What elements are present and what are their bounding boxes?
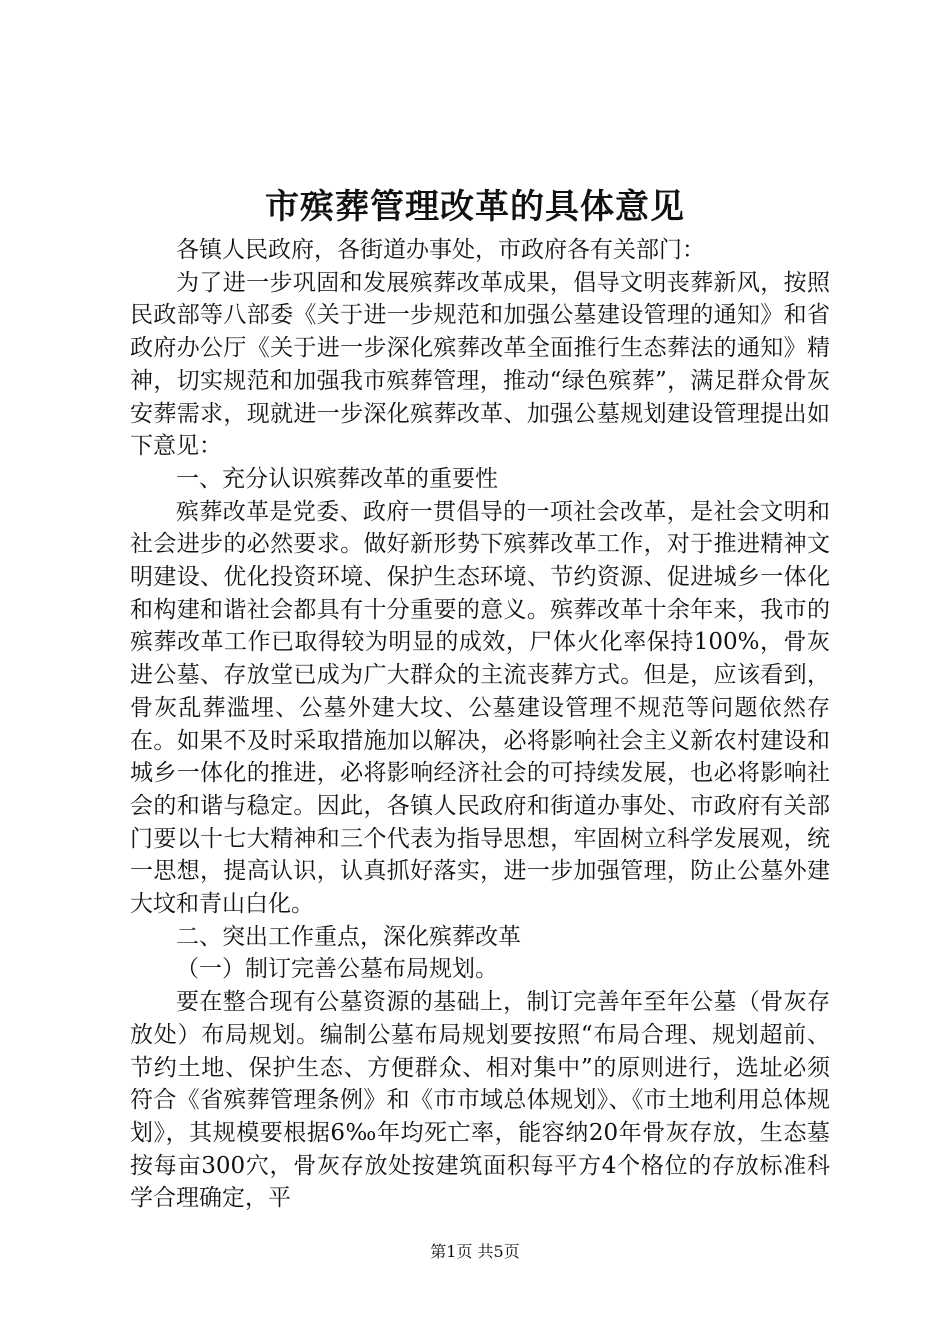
section-1-paragraph: 殡葬改革是党委、政府一贯倡导的一项社会改革，是社会文明和社会进步的必然要求。做好新形势下殡葬改革工作，对于推进精神文明建设、优化投资环境、保护生态环境、节约资源、促进城乡一体化和构建和谐社会都具有十分重要的意义。殡葬改革十余年来，我市的殡葬改革工作已取得较为明显的成效，尸体火化率保持100%，骨灰进公墓、存放堂已成为广大群众的主流丧葬方式。但是，应该看到，骨灰乱葬滥埋、公墓外建大坟、公墓建设管理不规范等问题依然存在。如果不及时采取措施加以解决，必将影响社会主义新农村建设和城乡一体化的推进，必将影响经济社会的可持续发展，也必将影响社会的和谐与稳定。因此，各镇人民政府和街道办事处、市政府有关部门要以十七大精神和三个代表为指导思想，牢固树立科学发展观，统一思想，提高认识，认真抓好落实，进一步加强管理，防止公墓外建大坟和青山白化。 (130, 498, 830, 918)
page-number-footer: 第1页 共5页 (430, 1242, 520, 1261)
intro-paragraph: 为了进一步巩固和发展殡葬改革成果，倡导文明丧葬新风，按照民政部等八部委《关于进一步规范和加强公墓建设管理的通知》和省政府办公厅《关于进一步深化殡葬改革全面推行生态葬法的通知》精神，切实规范和加强我市殡葬管理，推动“绿色殡葬”，满足群众骨灰安葬需求，现就进一步深化殡葬改革、加强公墓规划建设管理提出如下意见： (130, 269, 830, 460)
addressee-paragraph: 各镇人民政府，各街道办事处，市政府各有关部门： (176, 237, 705, 263)
subsection-heading-1: （一）制订完善公墓布局规划。 (176, 956, 498, 983)
document-body (130, 234, 830, 1215)
section-heading-2: 二、突出工作重点，深化殡葬改革 (176, 923, 521, 950)
subsection-1-paragraph: 要在整合现有公墓资源的基础上，制订完善年至年公墓（骨灰存放处）布局规划。编制公墓布局规划要按照“布局合理、规划超前、节约土地、保护生态、方便群众、相对集中”的原则进行，选址必须符合《省殡葬管理条例》和《市市域总体规划》、《市土地利用总体规划》，其规模要根据6‰年均死亡率，能容纳20年骨灰存放，生态墓按每亩300穴，骨灰存放处按建筑面积每平方4个格位的存放标准科学合理确定，平 (130, 989, 830, 1212)
section-heading-1: 一、充分认识殡葬改革的重要性 (176, 465, 498, 492)
document-title: 市殡葬管理改革的具体意见 (265, 187, 685, 227)
